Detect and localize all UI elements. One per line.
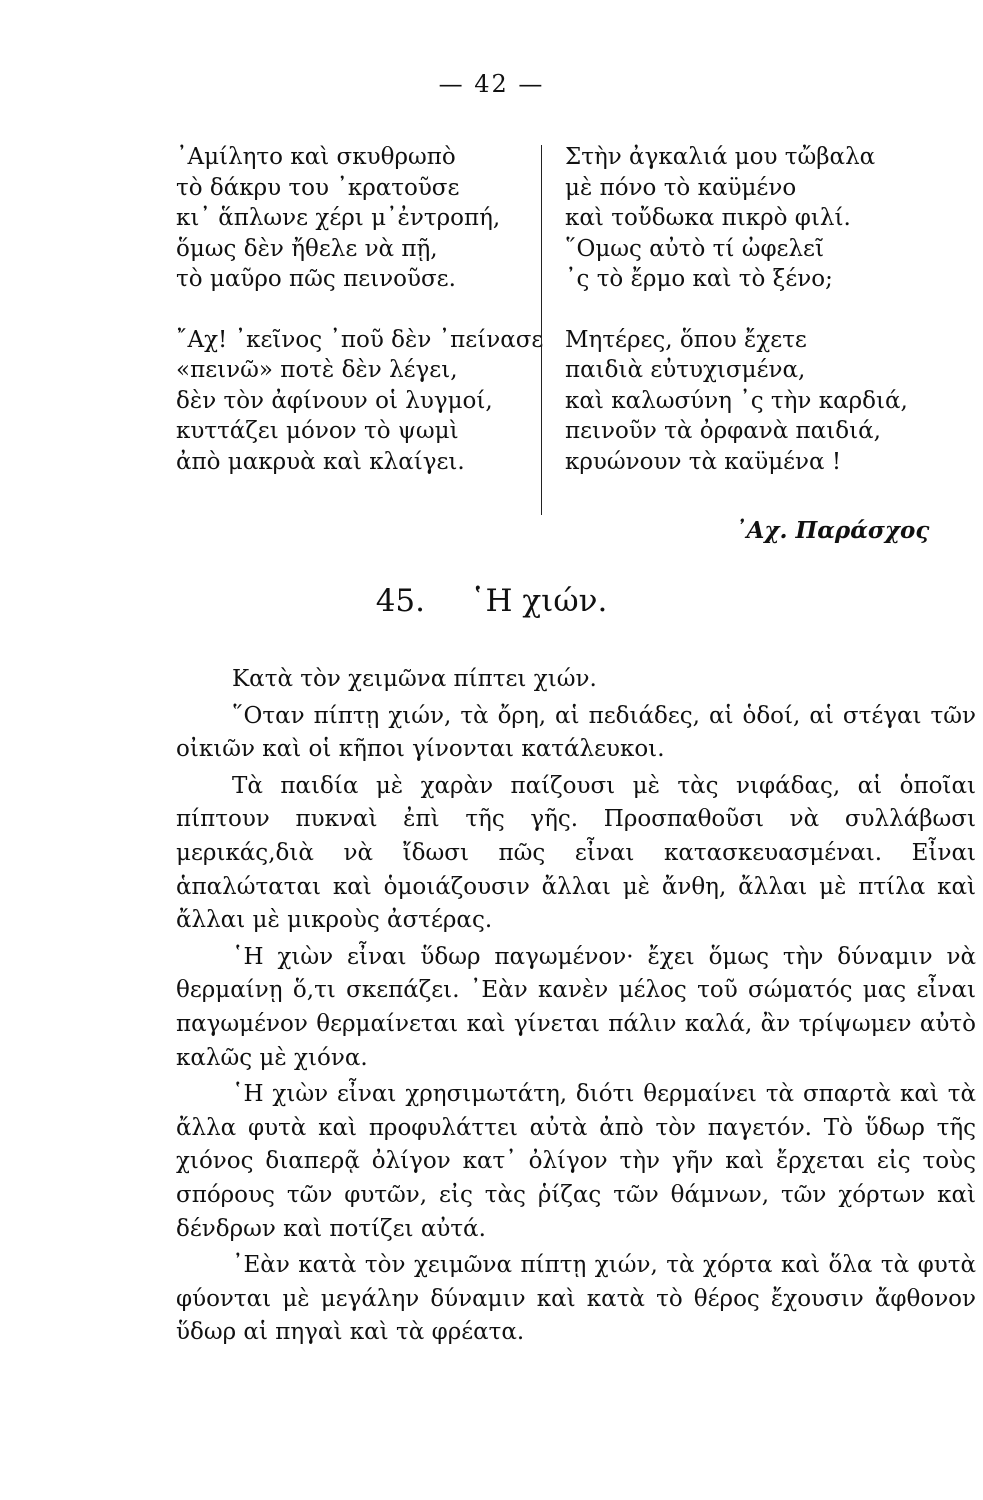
- poem-line: μὲ πόνο τὸ καϋμένο: [565, 174, 797, 201]
- page-number: — 42 —: [438, 70, 545, 98]
- poem-line: Μητέρες, ὅπου ἔχετε: [565, 326, 807, 353]
- paragraph: ῞Οταν πίπτῃ χιών, τὰ ὄρη, αἱ πεδιάδες, αἱ ὁδοί, αἱ στέγαι τῶν οἰκιῶν καὶ οἱ κῆποι γίνονται κατάλευκοι.: [176, 702, 976, 763]
- poem-stanza: [176, 142, 536, 295]
- poem-line: δὲν τὸν ἀφίνουν οἱ λυγμοί,: [176, 387, 493, 414]
- section-title: ῾Η χιών.: [470, 583, 608, 619]
- poem-author: ᾿Αχ. Παράσχος: [735, 517, 930, 544]
- poem-line: παιδιὰ εὐτυχισμένα,: [565, 357, 806, 383]
- poem-left-column: [176, 142, 544, 507]
- poem-line: «πεινῶ» ποτὲ δὲν λέγει,: [176, 357, 458, 383]
- poem-line: καὶ τοὔδωκα πικρὸ φιλί.: [565, 205, 851, 231]
- poem-stanza: [565, 142, 945, 295]
- section-number: 45.: [375, 583, 425, 619]
- column-divider: [541, 145, 542, 515]
- poem-stanza: [176, 325, 544, 478]
- poem-right-column: [565, 142, 945, 507]
- poem-line: ῞Ομως αὐτὸ τί ὠφελεῖ: [565, 235, 824, 262]
- poem-stanza: [565, 325, 945, 478]
- poem-line: πεινοῦν τὰ ὀρφανὰ παιδιά,: [565, 418, 881, 444]
- poem-line: καὶ καλωσύνη ᾿ς τὴν καρδιά,: [565, 387, 908, 414]
- poem-line: ᾿ς τὸ ἔρμο καὶ τὸ ξένο;: [565, 266, 833, 292]
- poem-line: ᾿Αμίλητο καὶ σκυθρωπὸ: [176, 144, 456, 170]
- poem-line: ὅμως δὲν ἤθελε νὰ πῇ,: [176, 235, 438, 262]
- paragraph: Τὰ παιδία μὲ χαρὰν παίζουσι μὲ τὰς νιφάδας, αἱ ὁποῖαι πίπτουν πυκναὶ ἐπὶ τῆς γῆς. Προσπαθοῦσι νὰ συλλάβωσι μερικάς,διὰ νὰ ἴδωσι πῶς εἶναι κατασκευασμέναι. Εἶναι ἁπαλώταται καὶ ὁμοιάζουσιν ἄλλαι μὲ ἄνθη, ἄλλαι μὲ πτίλα καὶ ἄλλαι μὲ μικροὺς ἀστέρας.: [176, 772, 976, 934]
- section-heading: [0, 583, 983, 619]
- paragraph: ῾Η χιὼν εἶναι ὕδωρ παγωμένον· ἔχει ὅμως τὴν δύναμιν νὰ θερμαίνῃ ὅ,τι σκεπάζει. ᾿Εὰν κανὲν μέλος τοῦ σώματός μας εἶναι παγωμένον θερμαίνεται καὶ γίνεται πάλιν καλά, ἂν τρίψωμεν αὐτὸ καλῶς μὲ χιόνα.: [176, 943, 976, 1071]
- poem-line: ῎Αχ! ᾿κεῖνος ᾿ποῦ δὲν ᾿πείνασε: [176, 326, 544, 353]
- poem-line: κρυώνουν τὰ καϋμένα !: [565, 448, 842, 475]
- poem-line: κυττάζει μόνον τὸ ψωμὶ: [176, 418, 459, 444]
- poem-line: Στὴν ἀγκαλιά μου τὤβαλα: [565, 144, 876, 170]
- poem-line: τὸ μαῦρο πῶς πεινοῦσε.: [176, 266, 456, 292]
- poem-line: τὸ δάκρυ του ᾿κρατοῦσε: [176, 174, 460, 201]
- paragraph: ῾Η χιὼν εἶναι χρησιμωτάτη, διότι θερμαίνει τὰ σπαρτὰ καὶ τὰ ἄλλα φυτὰ καὶ προφυλάττει αὐτὰ ἀπὸ τὸν παγετόν. Τὸ ὕδωρ τῆς χιόνος διαπερᾷ ὀλίγον κατ᾿ ὀλίγον τὴν γῆν καὶ ἔρχεται εἰς τοὺς σπόρους τῶν φυτῶν, εἰς τὰς ῥίζας τῶν θάμνων, τῶν χόρτων καὶ δένδρων καὶ ποτίζει αὐτά.: [176, 1081, 976, 1242]
- section-body: [176, 663, 976, 1350]
- paragraph: Κατὰ τὸν χειμῶνα πίπτει χιών.: [232, 666, 597, 692]
- poem-line: ἀπὸ μακρυὰ καὶ κλαίγει.: [176, 448, 465, 475]
- poem-line: κι᾿ ἅπλωνε χέρι μ᾿ἐντροπή,: [176, 205, 501, 231]
- paragraph: ᾿Εὰν κατὰ τὸν χειμῶνα πίπτῃ χιών, τὰ χόρτα καὶ ὅλα τὰ φυτὰ φύονται μὲ μεγάλην δύναμιν καὶ κατὰ τὸ θέρος ἔχουσιν ἄφθονον ὕδωρ αἱ πηγαὶ καὶ τὰ φρέατα.: [176, 1252, 976, 1346]
